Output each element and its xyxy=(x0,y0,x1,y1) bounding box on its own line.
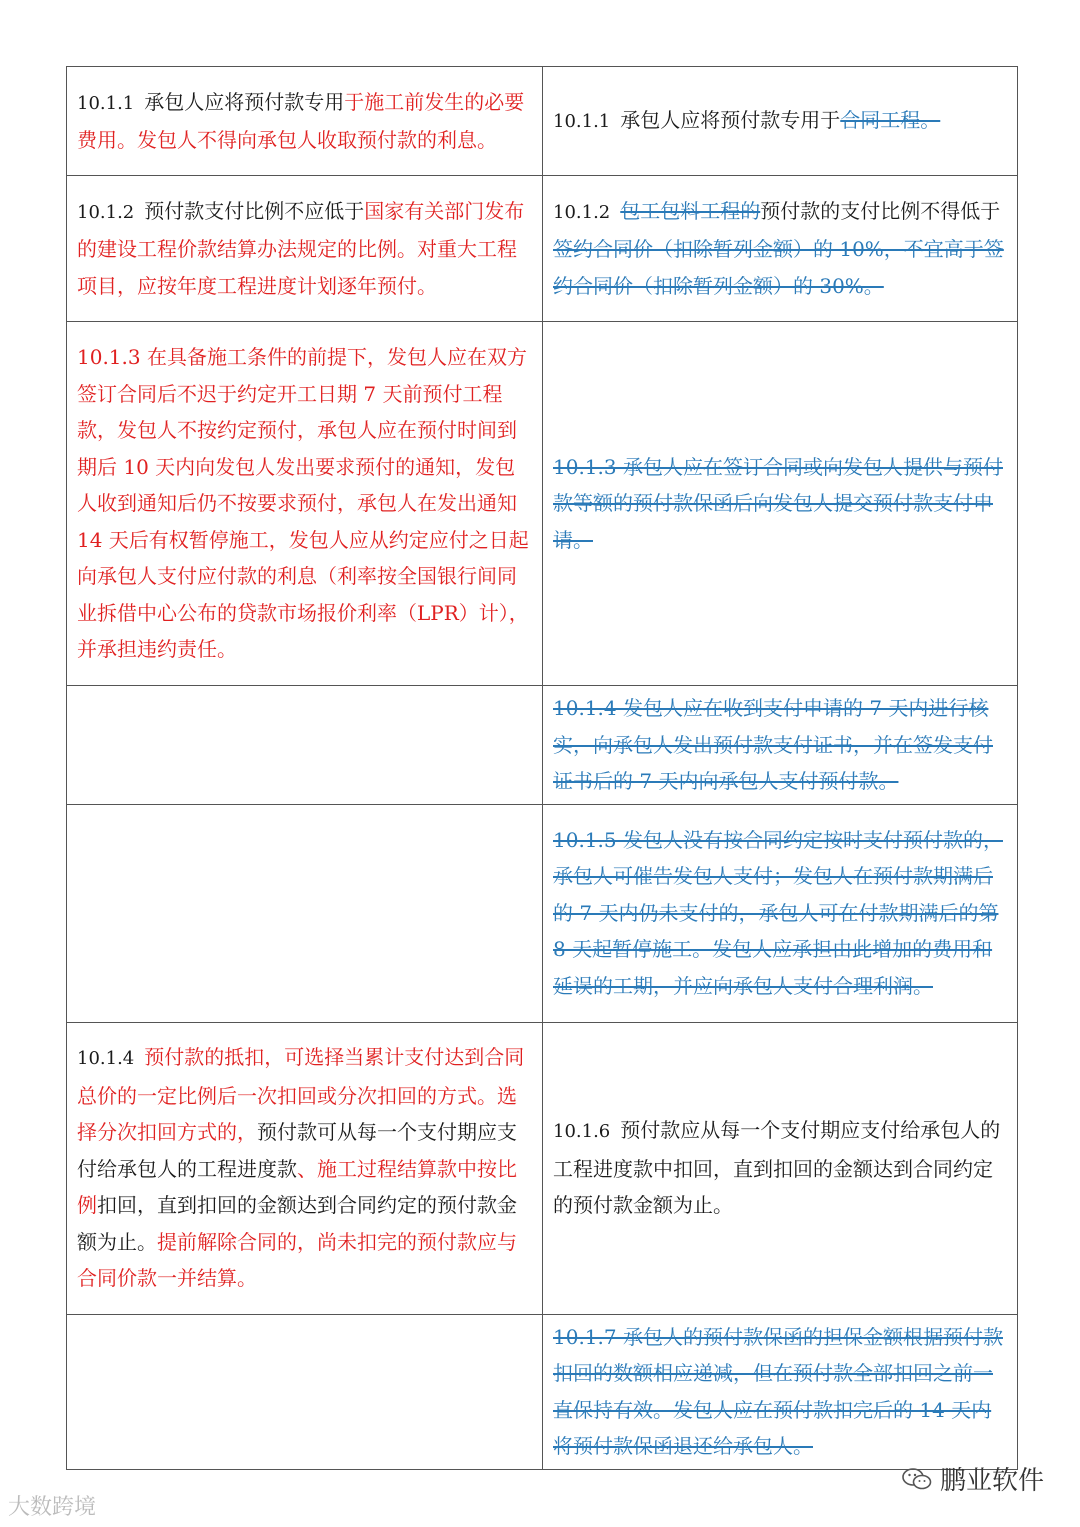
left-cell xyxy=(67,322,543,686)
table-row xyxy=(67,804,1018,1022)
clause-text: 预付款的支付比例不得低于 xyxy=(760,198,1001,223)
clause-text: 于施工前发生的必要费用。发包人不得向承包人收取预付款的利息。 xyxy=(77,89,525,152)
right-cell xyxy=(543,176,1018,322)
clause-number: 10.1.1 xyxy=(77,92,135,114)
clause-text: 签约合同价（扣除暂列金额）的 10%，不宜高于签约合同价（扣除暂列金额）的 30%。 xyxy=(553,237,1004,298)
clause-text: 承包人应将预付款专用 xyxy=(144,89,345,114)
document-page xyxy=(66,66,1015,1470)
clause-number: 10.1.2 xyxy=(77,201,135,223)
clause-text: 10.1.4 发包人应在收到支付申请的 7 天内进行核实，向承包人发出预付款支付证书，并在签发支付证书后的 7 天内向承包人支付预付款。 xyxy=(553,696,993,793)
right-cell xyxy=(543,686,1018,805)
right-cell xyxy=(543,1022,1018,1314)
left-cell xyxy=(67,686,543,805)
clause-text: 预付款应从每一个支付期应支付给承包人的工程进度款中扣回，直到扣回的金额达到合同约定的预付款金额为止。 xyxy=(553,1118,1001,1218)
right-cell xyxy=(543,1314,1018,1469)
clause-text: 提前解除合同的，尚未扣完的预付款应与合同价款一并结算。 xyxy=(77,1229,517,1291)
right-cell xyxy=(543,67,1018,176)
clause-text: 扣回，直到扣回的金额达到合同约定的预付款金额为止。 xyxy=(77,1193,517,1254)
brand-badge xyxy=(902,1460,1044,1497)
clause-text: 合同工程。 xyxy=(840,107,941,132)
clause-text: 10.1.3 承包人应在签订合同或向发包人提供与预付款等额的预付款保函后向发包人提交预付款支付申请。 xyxy=(553,454,1003,552)
left-cell xyxy=(67,1314,543,1469)
table-row xyxy=(67,1022,1018,1314)
brand-label: 鹏业软件 xyxy=(939,1466,1044,1496)
clause-text: 预付款的抵扣，可选择当累计支付达到合同总价的一定比例后一次扣回或分次扣回的方式。选择分次扣回方式的， xyxy=(77,1045,525,1145)
table-row xyxy=(67,322,1018,686)
clause-number: 10.1.4 xyxy=(77,1048,135,1070)
clause-number: 10.1.1 xyxy=(553,110,611,132)
left-cell xyxy=(67,804,543,1022)
watermark-label: 大数跨境 xyxy=(8,1495,97,1520)
left-cell xyxy=(67,176,543,322)
left-cell xyxy=(67,1022,543,1314)
clause-text: 预付款支付比例不应低于 xyxy=(144,198,365,223)
clause-text: 国家有关部门发布的建设工程价款结算办法规定的比例。对重大工程项目，应按年度工程进度计划逐年预付。 xyxy=(77,198,525,298)
table-row xyxy=(67,686,1018,805)
clause-text: 10.1.7 承包人的预付款保函的担保金额根据预付款扣回的数额相应递减，但在预付款全部扣回之前一直保持有效。发包人应在预付款扣完后的 14 天内将预付款保函退还给承包人。 xyxy=(553,1324,1003,1458)
clause-text: 10.1.3 在具备施工条件的前提下，发包人应在双方签订合同后不迟于约定开工日期 7 天前预付工程款，发包人不按约定预付，承包人应在预付时间到期后 10 天内向发包人发出要求预付的通知，发包人收到通知后仍不按要求预付，承包人在发出通知 14 天后有权暂停施工，发包人应从约定应付之日起向承包人支付应付款的利息（利率按全国银行间同业拆借中心公布的贷款市场报价利率（LPR）计），并承担违约责任。 xyxy=(77,345,529,662)
table-row xyxy=(67,176,1018,322)
right-cell xyxy=(543,322,1018,686)
watermark-text xyxy=(8,1490,96,1521)
comparison-table xyxy=(66,66,1018,1470)
clause-text: 10.1.5 发包人没有按合同约定按时支付预付款的，承包人可催告发包人支付；发包人在预付款期满后的 7 天内仍未支付的，承包人可在付款期满后的第 8 天起暂停施工。发包人应承担由此增加的费用和延误的工期，并应向承包人支付合理利润。 xyxy=(553,827,1003,998)
clause-text: 包工包料工程的 xyxy=(620,198,761,223)
wechat-icon xyxy=(902,1467,932,1491)
right-cell xyxy=(543,804,1018,1022)
clause-number: 10.1.2 xyxy=(553,201,611,223)
clause-text: 承包人应将预付款专用于 xyxy=(620,107,841,132)
clause-text: 、施工过程结算款中按比例 xyxy=(77,1156,517,1218)
table-row xyxy=(67,1314,1018,1469)
clause-text: 预付款可从每一个支付期应支付给承包人的工程进度款 xyxy=(77,1120,517,1181)
clause-number: 10.1.6 xyxy=(553,1121,611,1143)
left-cell xyxy=(67,67,543,176)
table-row xyxy=(67,67,1018,176)
